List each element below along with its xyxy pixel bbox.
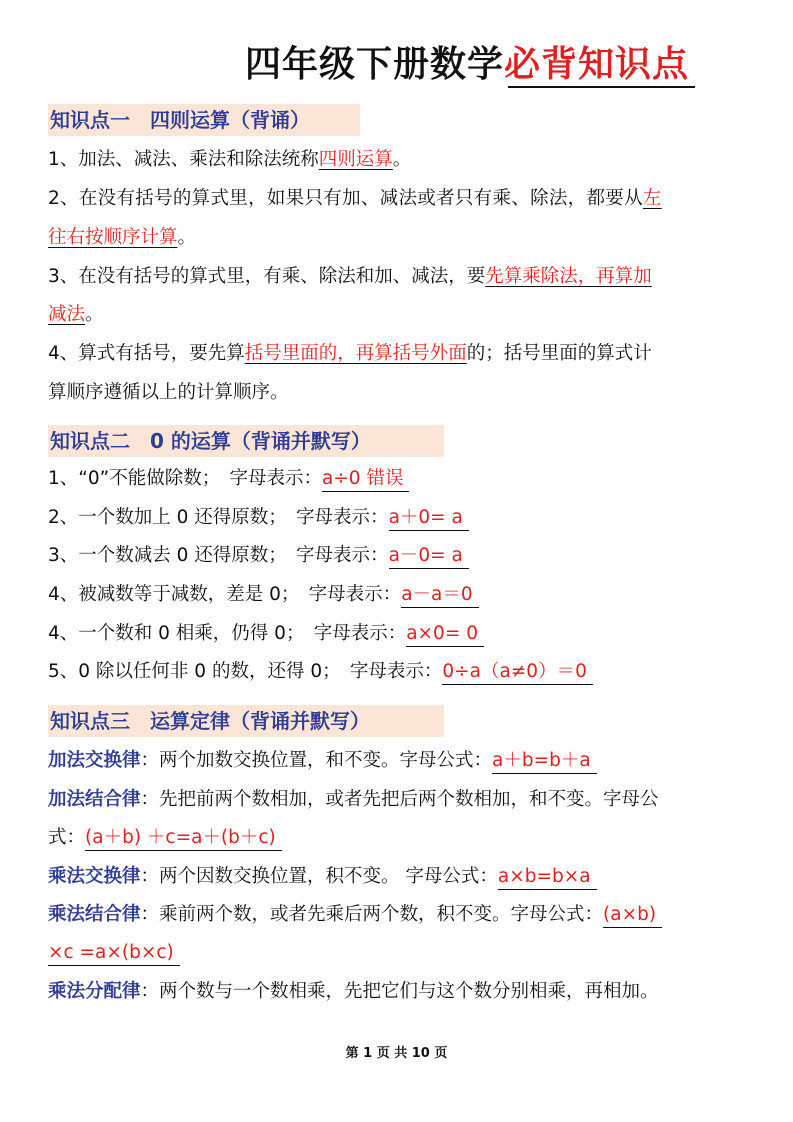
formula-answer: a－a＝0 — [401, 583, 478, 608]
law-add-associative: 加法结合律：先把前两个数相加，或者先把后两个数相加，和不变。字母公 — [48, 789, 659, 810]
section-heading-1: 知识点一 四则运算（背诵） — [48, 104, 360, 136]
page-footer: 第 1 页 共 10 页 — [345, 1046, 448, 1061]
s1-point-3: 3、在没有括号的算式里，有乘、除法和加、减法，要先算乘除法，再算加 — [48, 266, 652, 287]
formula-answer: a×b=b×a — [498, 865, 597, 890]
title-underline — [508, 86, 695, 88]
law-add-associative-cont: 式：(a＋b) ＋c=a＋(b＋c) — [48, 825, 282, 851]
s1-point-3-cont: 减法。 — [48, 304, 104, 325]
s1-point-4: 4、算式有括号，要先算括号里面的，再算括号外面的；括号里面的算式计 — [48, 343, 652, 364]
s2-item: 4、被减数等于减数，差是 0； 字母表示：a－a＝0 — [48, 582, 479, 608]
title-highlight: 必背知识点 — [504, 44, 690, 85]
s2-item: 2、一个数加上 0 还得原数； 字母表示：a＋0= a — [48, 505, 469, 531]
formula-answer: a＋b=b＋a — [492, 749, 597, 774]
page-title — [245, 40, 689, 90]
law-mul-associative: 乘法结合律：乘前两个数，或者先乘后两个数，积不变。字母公式：(a×b) — [48, 902, 662, 928]
answer-highlight: 四则运算 — [318, 149, 393, 170]
answer-highlight: 左 — [642, 188, 662, 209]
section-heading-3: 知识点三 运算定律（背诵并默写） — [48, 705, 444, 737]
answer-highlight: 往右按顺序计算 — [48, 227, 178, 248]
formula-answer: (a＋b) ＋c=a＋(b＋c) — [85, 826, 282, 851]
s1-point-2-cont: 往右按顺序计算。 — [48, 227, 197, 248]
formula-answer: 0÷a（a≠0）＝0 — [442, 660, 593, 685]
section-heading-2: 知识点二 0 的运算（背诵并默写） — [48, 425, 444, 457]
formula-answer: ×c =a×(b×c) — [48, 941, 180, 966]
law-mul-commutative: 乘法交换律：两个因数交换位置，积不变。 字母公式：a×b=b×a — [48, 864, 597, 890]
title-main: 四年级下册数学 — [245, 44, 505, 85]
s1-point-4-cont: 算顺序遵循以上的计算顺序。 — [48, 382, 289, 403]
answer-highlight: 先算乘除法，再算加 — [485, 266, 652, 287]
s2-item: 4、一个数和 0 相乘，仍得 0； 字母表示：a×0= 0 — [48, 621, 484, 647]
law-mul-associative-cont — [48, 940, 180, 966]
formula-answer: a－0= a — [389, 544, 469, 569]
s2-item: 3、一个数减去 0 还得原数； 字母表示：a－0= a — [48, 543, 469, 569]
s2-item: 5、0 除以任何非 0 的数，还得 0； 字母表示：0÷a（a≠0）＝0 — [48, 659, 593, 685]
law-add-commutative: 加法交换律：两个加数交换位置，和不变。字母公式：a＋b=b＋a — [48, 748, 597, 774]
formula-answer: (a×b) — [603, 903, 662, 928]
s1-point-2: 2、在没有括号的算式里，如果只有加、减法或者只有乘、除法，都要从左 — [48, 188, 662, 209]
s1-point-1: 1、加法、减法、乘法和除法统称四则运算。 — [48, 149, 412, 170]
formula-answer: a×0= 0 — [406, 622, 484, 647]
law-distributive: 乘法分配律：两个数与一个数相乘，先把它们与这个数分别相乘，再相加。 — [48, 981, 659, 1002]
formula-answer: a÷0 错误 — [322, 467, 410, 492]
answer-highlight: 减法 — [48, 304, 86, 325]
answer-highlight: 括号里面的，再算括号外面 — [244, 343, 467, 364]
s2-item: 1、“0”不能做除数； 字母表示：a÷0 错误 — [48, 466, 409, 492]
formula-answer: a＋0= a — [389, 506, 469, 531]
